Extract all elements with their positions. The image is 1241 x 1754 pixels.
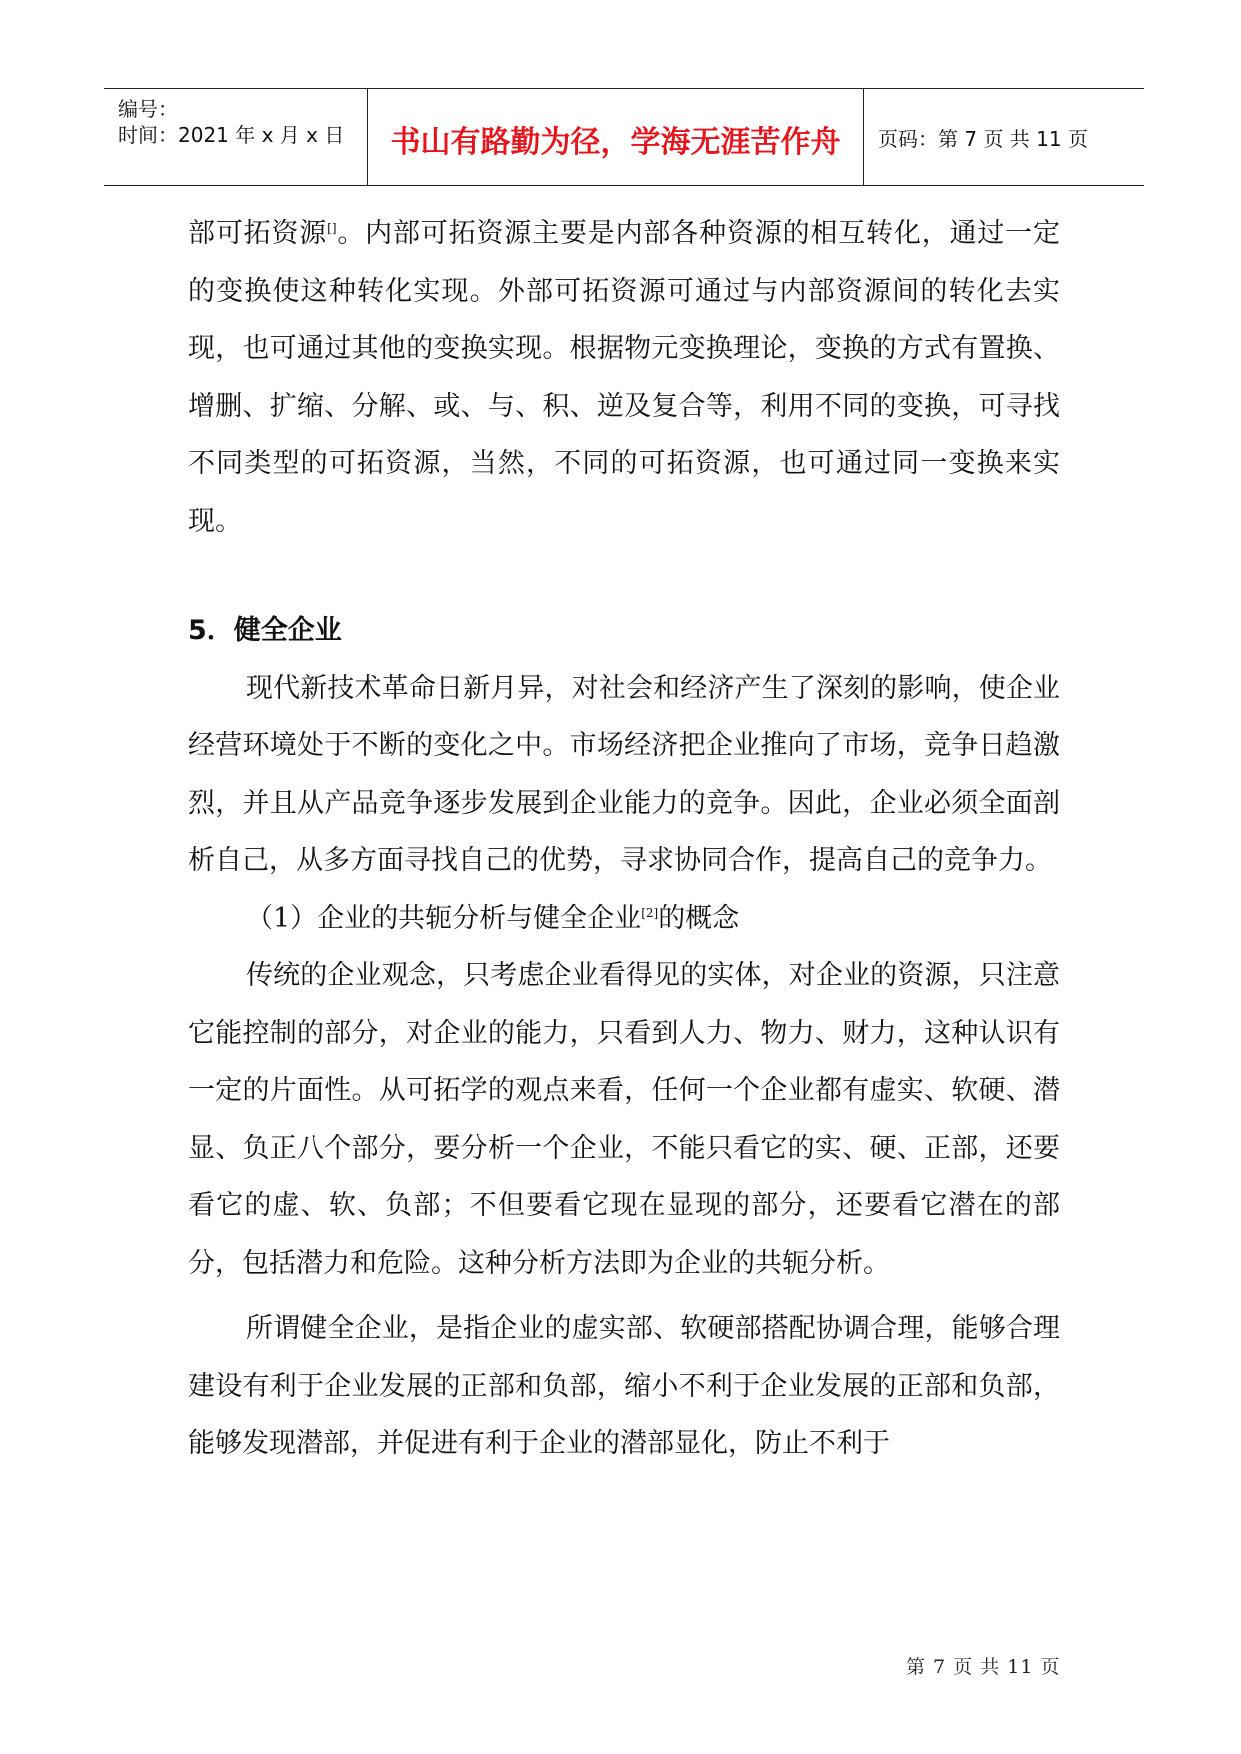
header-left-cell: [104, 89, 368, 185]
paragraph-2: 现代新技术革命日新月异，对社会和经济产生了深刻的影响，使企业经营环境处于不断的变化之中。市场经济把企业推向了市场，竞争日趋激烈，并且从产品竞争逐步发展到企业能力的竞争。因此，企业必须全面剖析自己，从多方面寻找自己的优势，寻求协同合作，提高自己的竞争力。: [188, 672, 1060, 876]
header-page-label: 页码：第 7 页 共 11 页: [878, 127, 1088, 151]
paragraph-1: [188, 205, 1060, 550]
header-slogan: 书山有路勤为径，学海无涯苦作舟: [390, 125, 841, 160]
reference-marker-2: [2]: [641, 905, 659, 920]
paragraph-gap-2: [188, 1292, 1060, 1300]
document-body: [188, 205, 1060, 1473]
paragraph-gap: [188, 550, 1060, 602]
sub-heading-start: （1）企业的共轭分析与健全企业: [246, 902, 642, 934]
paragraph-1-start: 部可拓资源: [188, 218, 328, 249]
header-right-cell: [864, 89, 1144, 185]
page-footer: 第 7 页 共 11 页: [906, 1656, 1061, 1678]
reference-marker: []: [327, 221, 337, 235]
paragraph-3: 传统的企业观念，只考虑企业看得见的实体，对企业的资源，只注意它能控制的部分，对企业的能力，只看到人力、物力、财力，这种认识有一定的片面性。从可拓学的观点来看，任何一个企业都有虚实、软硬、潜显、负正八个部分，要分析一个企业，不能只看它的实、硬、正部，还要看它的虚、软、负部；不但要看它现在显现的部分，还要看它潜在的部分，包括潜力和危险。这种分析方法即为企业的共轭分析。: [188, 960, 1060, 1279]
sub-heading: [188, 890, 1060, 948]
section-heading: 5．健全企业: [188, 615, 342, 646]
header-middle-cell: [368, 89, 864, 185]
sub-heading-rest: 的概念: [658, 902, 740, 934]
paragraph-1-rest: 。内部可拓资源主要是内部各种资源的相互转化，通过一定的变换使这种转化实现。外部可拓资源可通过与内部资源间的转化去实现，也可通过其他的变换实现。根据物元变换理论，变换的方式有置换、增删、扩缩、分解、或、与、积、逆及复合等，利用不同的变换，可寻找不同类型的可拓资源，当然，不同的可拓资源，也可通过同一变换来实现。: [188, 218, 1061, 537]
document-number-label: 编号：: [118, 97, 178, 121]
paragraph-4: 所谓健全企业，是指企业的虚实部、软硬部搭配协调合理，能够合理建设有利于企业发展的正部和负部，缩小不利于企业发展的正部和负部，能够发现潜部，并促进有利于企业的潜部显化，防止不利于: [188, 1313, 1060, 1459]
page-header: [104, 88, 1144, 186]
document-time-label: 时间：2021 年 x 月 x 日: [118, 123, 345, 147]
